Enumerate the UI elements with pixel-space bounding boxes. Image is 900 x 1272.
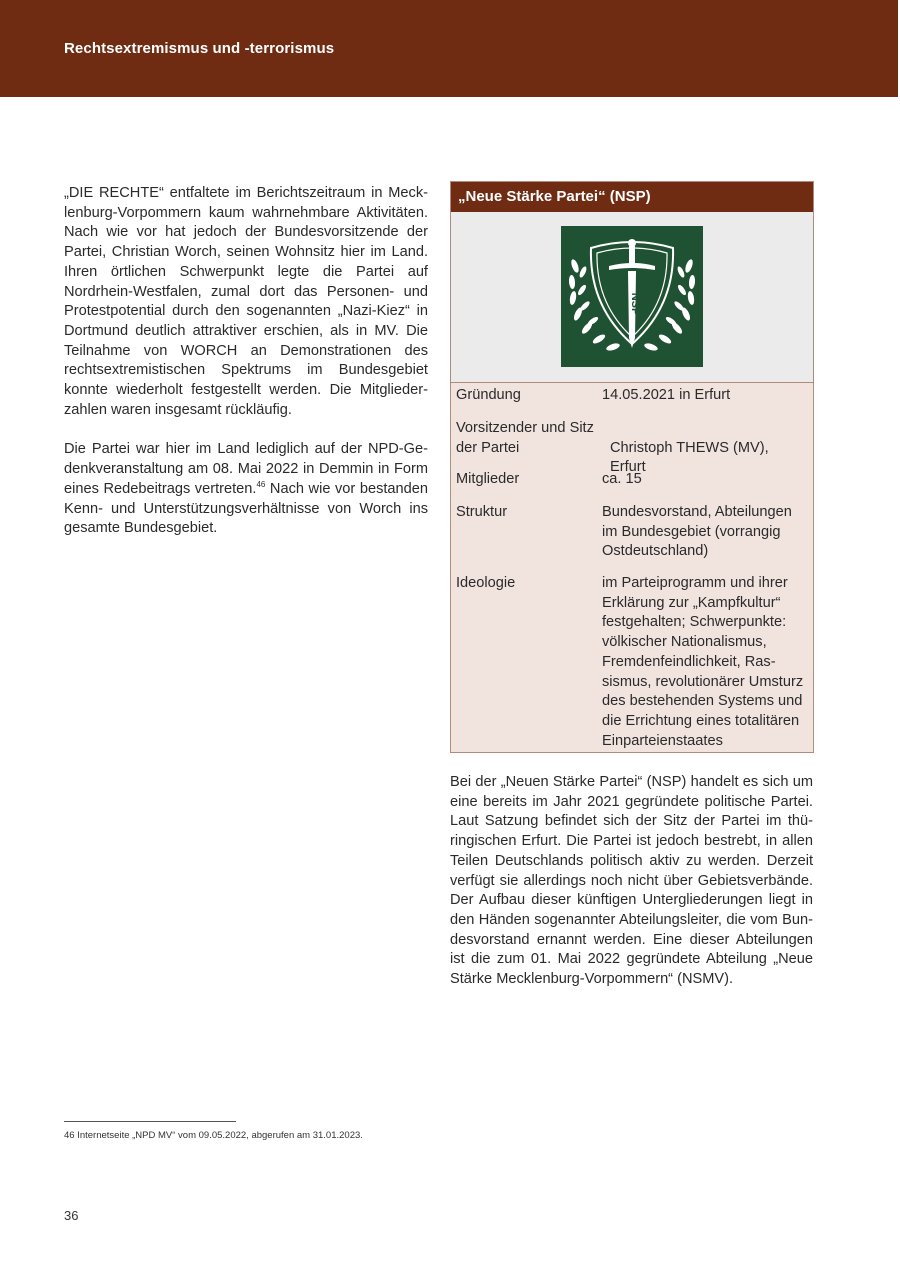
row-value: 14.05.2021 in Erfurt: [602, 387, 731, 403]
row-label: Struktur: [456, 504, 508, 520]
footnote-46: 46 Internetseite „NPD MV“ vom 09.05.2022, abgerufen am 31.01.2023.: [64, 1130, 363, 1141]
logo-text: NSP: [629, 292, 641, 316]
infobox-logo-area: [451, 212, 813, 383]
infobox-title: „Neue Stärke Partei“ (NSP): [451, 182, 813, 212]
paragraph-npd-gedenkveranstaltung: [64, 440, 428, 539]
row-label: Vorsitzender und Sitz der Partei: [456, 420, 594, 456]
page-number: 36: [64, 1208, 79, 1223]
paragraph-die-rechte: „DIE RECHTE“ entfaltete im Berichtszeitraum in Mecklenburg-Vorpommern kaum wahrnehmbare Aktivitäten. Nach wie vor hat jedoch der Bundesvorsitzende der Partei, Christian Worch, seinen Wohnsitz hier im Land. Ihren örtlichen Schwerpunkt legte die Partei auf Nordrhein-Westfalen, zumal dort das Personen- und Protestpotential durch den sogenannten „Nazi-Kiez“ in Dortmund deutlich attraktiver erschien, als in MV. Die Teilnahme von WORCH an Demonstrationen des rechtsextremistischen Spektrums im Bundesgebiet konnte wiederholt festgestellt werden. Die Mitgliederzahlen waren insgesamt rückläufig.: [64, 185, 428, 418]
right-column: [450, 773, 813, 1010]
row-value: Bundesvorstand, Abteilungen im Bundesgebiet (vorrangig Ostdeutschland): [602, 504, 792, 560]
paragraph-text-continued: Nach wie vor bestanden Kenn- und Unterstützungsverhältnisse von Worch ins gesamte Bundesgebiet.: [64, 480, 429, 537]
row-value: ca. 15: [602, 471, 642, 487]
left-column: [64, 184, 428, 559]
nsp-logo-icon: [561, 226, 703, 367]
infobox-row-gruendung: [451, 385, 813, 419]
footnote-reference[interactable]: 46: [256, 479, 266, 489]
paragraph-nsp-description: Bei der „Neuen Stärke Partei“ (NSP) handelt es sich um eine bereits im Jahr 2021 gegründete politische Partei. Laut Satzung befindet sich der Sitz der Partei im thüringischen Erfurt. Die Partei ist jedoch bestrebt, in allen Teilen Deutschlands politisch aktiv zu werden. Derzeit verfügt sie allerdings noch nicht über Gebietsverbände. Der Aufbau dieser künftigen Untergliederungen liegt in den Händen sogenannter Abteilungsleiter, die vom Bundesvorstand ernannt werden. Eine dieser Abteilungen ist die zum 01. Mai 2022 gegründete Abteilung „Neue Stärke Mecklenburg-Vorpommern“ (NSMV).: [450, 774, 813, 988]
infobox-row-vorsitzender: [451, 419, 813, 476]
row-value: Christoph THEWS (MV), Erfurt: [610, 439, 769, 476]
footnote-divider: [64, 1121, 236, 1122]
party-infobox: [450, 181, 814, 753]
infobox-row-struktur: [451, 503, 813, 574]
row-label: Gründung: [456, 387, 521, 403]
infobox-row-ideologie: [451, 574, 813, 752]
infobox-row-mitglieder: [451, 469, 813, 503]
row-value: im Parteiprogramm und ihrer Erklärung zur „Kampfkultur“ festgehalten; Schwerpunkte: völkischer Nationalismus, Fremdenfeindlichkeit, Rassismus, revolutionärer Umsturz des bestehenden Systems und die Errichtung eines totalitären Einparteienstaates: [602, 575, 804, 749]
row-label: Ideologie: [456, 575, 516, 591]
header-title: Rechtsextremismus und -terrorismus: [64, 40, 335, 57]
header-band: [0, 0, 898, 97]
infobox-table: [451, 383, 813, 752]
paragraph-text: Die Partei war hier im Land lediglich auf der NPD-Gedenkveranstaltung am 08. Mai 2022 in Demmin in Form eines Redebeitrags vertreten.: [64, 441, 428, 497]
row-label: Mitglieder: [456, 471, 520, 487]
